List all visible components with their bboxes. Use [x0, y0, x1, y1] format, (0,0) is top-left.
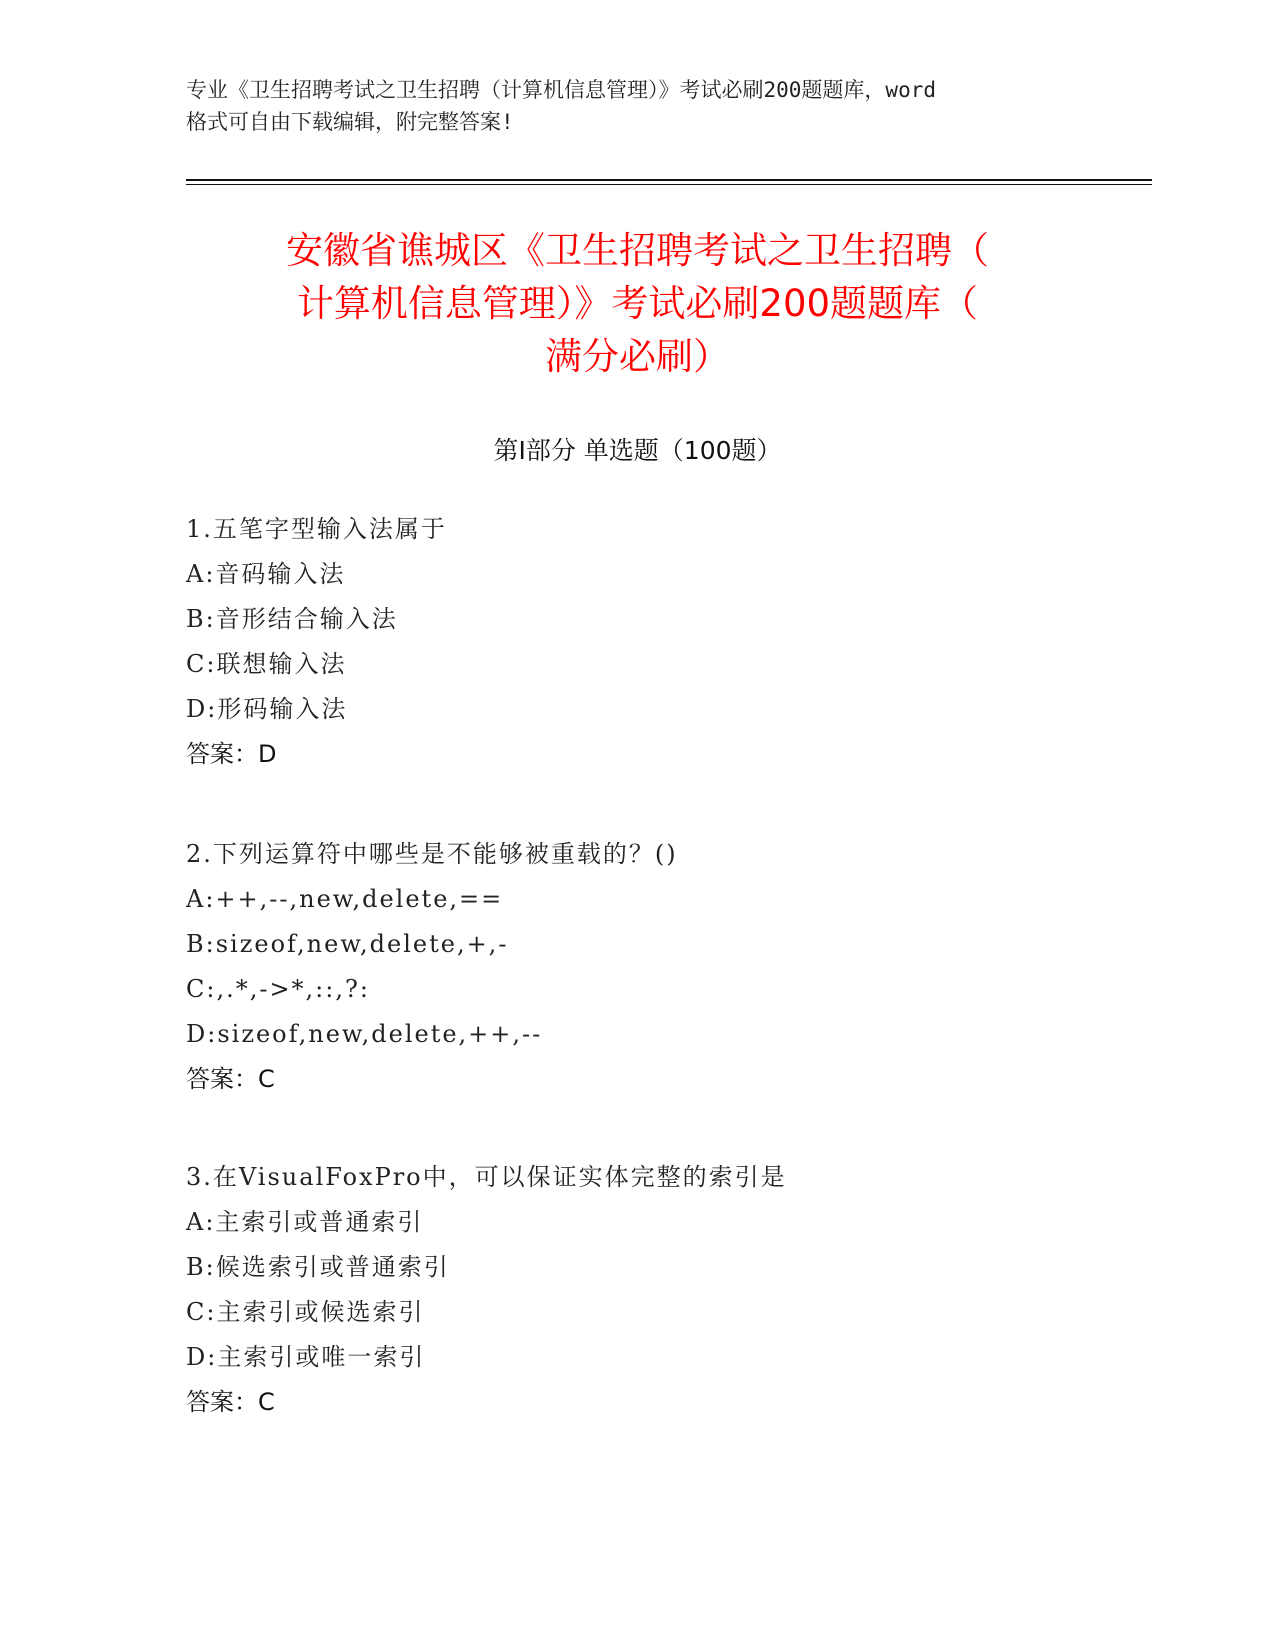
question-1 — [186, 507, 1086, 777]
header-note-line-2: 格式可自由下载编辑，附完整答案! — [186, 110, 514, 134]
option-b: B:音形结合输入法 — [186, 605, 398, 633]
option-a: A:++,--,new,delete,== — [186, 885, 504, 913]
option-c: C:,.*,->*,::,?: — [186, 975, 370, 1003]
header-divider-thick — [186, 179, 1152, 181]
question-stem: 3.在VisualFoxPro中，可以保证实体完整的索引是 — [186, 1163, 787, 1191]
question-stem: 2.下列运算符中哪些是不能够被重载的？() — [186, 840, 678, 868]
option-d: D:主索引或唯一索引 — [186, 1343, 426, 1371]
answer: 答案：C — [186, 1065, 275, 1093]
document-title — [190, 224, 1085, 383]
option-b: B:候选索引或普通索引 — [186, 1253, 450, 1281]
question-3 — [186, 1155, 1086, 1425]
question-stem: 1.五笔字型输入法属于 — [186, 515, 447, 543]
option-d: D:sizeof,new,delete,++,-- — [186, 1020, 543, 1048]
header-note-line-1: 专业《卫生招聘考试之卫生招聘（计算机信息管理）》考试必刷200题题库，word — [186, 78, 936, 102]
document-title-line-2: 计算机信息管理）》考试必刷200题题库（ — [296, 282, 979, 325]
option-c: C:联想输入法 — [186, 650, 347, 678]
header-note — [186, 74, 1086, 138]
document-title-line-3: 满分必刷） — [545, 335, 730, 378]
answer: 答案：D — [186, 740, 277, 768]
question-2 — [186, 832, 1086, 1102]
document-title-line-1: 安徽省谯城区《卫生招聘考试之卫生招聘（ — [286, 229, 989, 272]
option-b: B:sizeof,new,delete,+,- — [186, 930, 509, 958]
option-d: D:形码输入法 — [186, 695, 348, 723]
option-a: A:音码输入法 — [186, 560, 346, 588]
header-divider-thin — [186, 184, 1152, 185]
answer: 答案：C — [186, 1388, 275, 1416]
section-title: 第Ⅰ部分 单选题（100题） — [493, 436, 782, 465]
option-c: C:主索引或候选索引 — [186, 1298, 425, 1326]
option-a: A:主索引或普通索引 — [186, 1208, 424, 1236]
